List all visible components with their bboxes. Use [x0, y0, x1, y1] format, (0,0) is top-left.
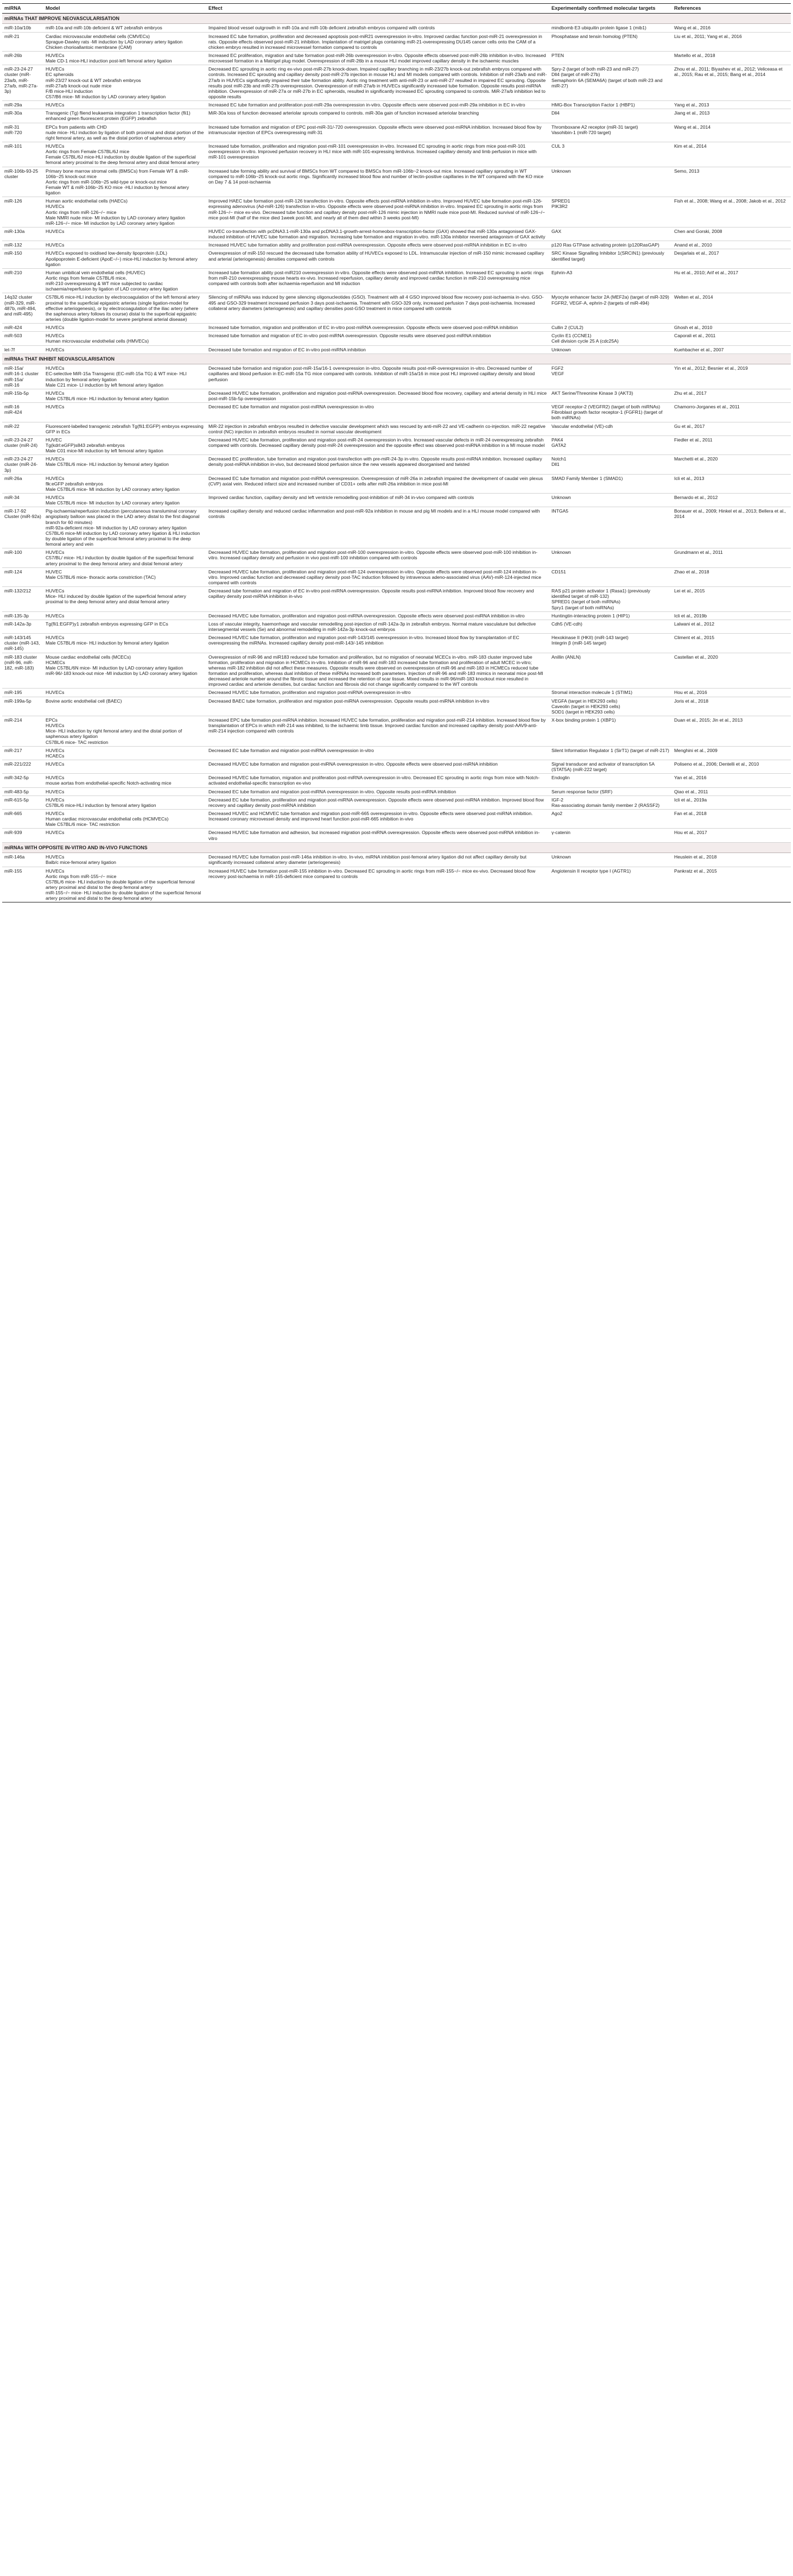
- table-row: [2, 587, 791, 612]
- cell-model: HUVECs: [43, 760, 206, 773]
- cell-effect: Decreased EC tube formation, proliferation and migration post-miRNA overexpression. Opposite effects were observed post-miRNA inhibition. Improved blood flow recovery and capillary density post-miRNA inhibition: [206, 795, 549, 809]
- cell-targets: SRC Kinase Signalling Inhibitor 1(SRCIN1) (previously identified target): [549, 249, 672, 268]
- cell-targets: VEGFA (target in HEK293 cells) Caveolin (target in HEK293 cells) SOD1 (target in HEK293 cells): [549, 697, 672, 716]
- cell-targets: Cdh5 (VE-cdh): [549, 620, 672, 633]
- cell-references: Desjarlais et al., 2017: [672, 249, 791, 268]
- cell-model: HUVECs Balb/c mice-femoral artery ligation: [43, 853, 206, 867]
- cell-targets: p120 Ras GTPase activating protein (p120RasGAP): [549, 241, 672, 249]
- cell-effect: Decreased tube formation and migration of EC in-vitro post-miRNA overexpression. Opposite results post-miRNA inhibition. Improved blood flow recovery and capillary density post-miRNA inhibition in-vivo: [206, 587, 549, 612]
- cell-references: Bernardo et al., 2012: [672, 494, 791, 507]
- cell-model: EPCs from patients with CHD nude mice- HLI induction by ligation of both proximal and distal portion of the right femoral artery, as well as the distal portion of saphenous artery: [43, 123, 206, 142]
- cell-model: HUVECs: [43, 324, 206, 332]
- cell-mirna: miR-503: [2, 332, 43, 345]
- cell-effect: Decreased EC proliferation, tube formation and migration post-transfection with pre-miR-24-3p in-vitro. Opposite results post-miRNA inhibition. Increased capillary density post-miRNA inhibition in-vivo, but decreased blood perfusion since the new vessels appeared disorganised and twisted: [206, 455, 549, 474]
- cell-model: HUVECs: [43, 345, 206, 353]
- cell-references: Qiao et al., 2011: [672, 787, 791, 795]
- column-header-model: Model: [43, 4, 206, 14]
- cell-references: Yang et al., 2013: [672, 101, 791, 109]
- cell-effect: Decreased EC tube formation and migration post-miRNA overexpression in-vitro. Opposite results post-miRNA inhibition: [206, 787, 549, 795]
- cell-model: HUVECs Male C57BL/6 mice- HLI induction by femoral artery ligation: [43, 634, 206, 653]
- cell-mirna: miR-21: [2, 32, 43, 51]
- cell-mirna: miR-150: [2, 249, 43, 268]
- cell-model: HUVECs Human microvascular endothelial cells (HMVECs): [43, 332, 206, 345]
- cell-model: HUVECs exposed to oxidised low-density lipoprotein (LDL) Apolipoprotein E-deficient (ApoE−/−) mice-HLI induction by femoral artery ligation: [43, 249, 206, 268]
- table-row: [2, 760, 791, 773]
- cell-mirna: miR-23-24-27 cluster (miR-24): [2, 435, 43, 454]
- cell-model: HUVECs C57/BL/ mice- HLI induction by double ligation of the superficial femoral artery proximal to the deep femoral artery and distal femoral artery: [43, 548, 206, 567]
- cell-effect: Impaired blood vessel outgrowth in miR-10a and miR-10b deficient zebrafish embryos compared with controls: [206, 24, 549, 32]
- cell-model: miR-10a and miR-10b deficient & WT zebrafish embryos: [43, 24, 206, 32]
- cell-model: Bovine aortic endothelial cell (BAEC): [43, 697, 206, 716]
- cell-targets: INTGA5: [549, 507, 672, 548]
- cell-targets: Spry-2 (target of both miR-23 and miR-27) Dll4 (target of miR-27b) Semaphorin 6A (SEMA6A) (target of both miR-23 and miR-27): [549, 65, 672, 101]
- cell-mirna: miR-23-24-27 cluster (miR-24-3p): [2, 455, 43, 474]
- cell-targets: Ago2: [549, 809, 672, 828]
- cell-model: HUVECs Male C57BL/6 mice- HLI induction by femoral artery ligation: [43, 455, 206, 474]
- table-row: [2, 746, 791, 760]
- cell-references: Wang et al., 2014: [672, 123, 791, 142]
- cell-effect: Decreased HUVEC tube formation, proliferation and migration post-miR-143/145 overexpression in-vitro. Increased blood flow by transplantation of EC overexpressing the miRNAs. Increased capillary density post-miR-143/-145 inhibition: [206, 634, 549, 653]
- cell-effect: Decreased HUVEC tube formation and migration post-miRNA overexpression in-vitro. Opposite effects were observed post-miRNA inhibition: [206, 760, 549, 773]
- cell-targets: HMG-Box Transcription Factor 1 (HBP1): [549, 101, 672, 109]
- column-header-references: References: [672, 4, 791, 14]
- cell-mirna: miR-210: [2, 268, 43, 293]
- cell-references: Chen and Gorski, 2008: [672, 227, 791, 241]
- table-row: [2, 109, 791, 123]
- cell-references: Fan et al., 2018: [672, 809, 791, 828]
- table-row: [2, 716, 791, 746]
- cell-effect: Improved HAEC tube formation post-miR-126 transfection in-vitro. Opposite effects post-miRNA inhibition in-vitro. Improved HUVEC tube formation post-miR-126-expressing adenovirus (Ad-miR-126) transfection in-vitro. Opposite effects were observed post-miRNA inhibition in-vitro. Impaired EC sprouting in aortic rings from miR-126−/− mice ex-vivo. Decreased tube function and capillary density post-miR-126 mimic injection in NMRI nude mice post-MI. Reduced survival of miR-126−/− mice post-MI (half of the mice died 1week post-MI, and nearly all of them died within 3 weeks post-MI): [206, 197, 549, 228]
- table-row: [2, 345, 791, 353]
- cell-references: Marchetti et al., 2020: [672, 455, 791, 474]
- cell-references: Joris et al., 2018: [672, 697, 791, 716]
- cell-mirna: miR-615-5p: [2, 795, 43, 809]
- cell-targets: Signal transducer and activator of transcription 5A (STAT5A) (miR-222 target): [549, 760, 672, 773]
- table-row: [2, 787, 791, 795]
- column-header-mirna: miRNA: [2, 4, 43, 14]
- cell-mirna: let-7f: [2, 345, 43, 353]
- cell-references: Zhou et al., 2011; Biyashev et al., 2012; Veliceasa et al., 2015; Rau et al., 2015; Bang et al., 2014: [672, 65, 791, 101]
- cell-mirna: miR-342-5p: [2, 774, 43, 787]
- cell-references: Duan et al., 2015; Jin et al., 2013: [672, 716, 791, 746]
- cell-effect: Increased EPC tube formation post-miRNA inhibition. Increased HUVEC tube formation, proliferation and migration post-miR-214 inhibition. Increased blood flow by transplantation of EPCs in which miR-214 was inhibited, to the ischaemic limb tissue. Improved cardiac function and increased capillary density post-AAV9-anti-miR-214 injection compared with controls: [206, 716, 549, 746]
- cell-targets: Stromal interaction molecule 1 (STIM1): [549, 689, 672, 697]
- cell-references: Icli et al., 2019b: [672, 611, 791, 620]
- cell-references: Yin et al., 2012; Besnier et al., 2019: [672, 364, 791, 389]
- cell-mirna: miR-135-3p: [2, 611, 43, 620]
- cell-model: HUVECs EC-selective MiR-15a Transgenic (EC-miR-15a TG) & WT mice- HLI induction by femoral artery ligation Male C21 mice- LI induction by left femoral artery ligation: [43, 364, 206, 389]
- cell-model: Mouse cardiac endothelial cells (MCECs) HCMECs Male C57BL/6N mice- MI induction by LAD coronary artery ligation miR-96/-183 knock-out mice -MI induction by LAD coronary artery ligation: [43, 653, 206, 689]
- cell-model: HUVECs: [43, 241, 206, 249]
- cell-effect: Decreased HUVEC tube formation, proliferation and migration post-miRNA overexpression. Opposite effects were observed post-miRNA inhibition in-vitro: [206, 611, 549, 620]
- cell-mirna: miR-30a: [2, 109, 43, 123]
- cell-mirna: miR-221/222: [2, 760, 43, 773]
- mirna-table: [2, 3, 791, 902]
- cell-effect: HUVEC co-transfection with pcDNA3.1-miR-130a and pcDNA3.1-growth-arrest-homeobox-transcription-factor (GAX) showed that miR-130a antagonised GAX-induced inhibition of HUVEC tube formation and migration. Increasing tube formation and migration in-vitro. miR-130a inhibitor reversed antagonism of GAX activity: [206, 227, 549, 241]
- cell-targets: CD151: [549, 567, 672, 586]
- cell-references: Heuslein et al., 2018: [672, 853, 791, 867]
- cell-targets: Unknown: [549, 494, 672, 507]
- table-row: [2, 24, 791, 32]
- cell-model: HUVECs mouse aortas from endothelial-specific Notch-activating mice: [43, 774, 206, 787]
- cell-targets: AKT Serine/Threonine Kinase 3 (AKT3): [549, 389, 672, 402]
- cell-references: Fiedler et al., 2011: [672, 435, 791, 454]
- cell-effect: Silencing of miRNAs was induced by gene silencing oligonucleotides (GSO). Treatment with all 4 GSO improved blood flow recovery post-ischaemia in-vivo. GSO-495 and GSO-329 treatment increased perfusion 3 days post-ischaemia. Treatment with GSO-329 only, increased perfusion 7 days post-ischaemia. Increased collateral artery diameters (arteriogenesis) and capillary densities post-GSO treatment in mice compared with controls: [206, 293, 549, 324]
- cell-references: Ghosh et al., 2010: [672, 324, 791, 332]
- section-title: miRNAs WITH OPPOSITE IN-VITRO AND IN-VIVO FUNCTIONS: [2, 842, 791, 853]
- cell-targets: Unknown: [549, 345, 672, 353]
- cell-references: Hu et al., 2010; Arif et al., 2017: [672, 268, 791, 293]
- table-row: [2, 867, 791, 902]
- cell-model: Fluorescent-labelled transgenic zebrafish Tg(fli1:EGFP) embryos expressing GFP in ECs: [43, 422, 206, 435]
- table-row: [2, 455, 791, 474]
- cell-effect: Increased tube formation, proliferation and migration post-miR-101 overexpression in-vitro. Increased EC sprouting in aortic rings from mice post-miR-101 overexpression in-vitro. Improved perfusion recovery in HLI mice with miR-101-expressing lentivirus. Increased capillary density and limb perfusion in mice with miR-101 overexpression: [206, 142, 549, 167]
- cell-mirna: miR-665: [2, 809, 43, 828]
- cell-targets: PAK4 GATA2: [549, 435, 672, 454]
- cell-references: Hou et al., 2016: [672, 689, 791, 697]
- page: [0, 0, 793, 906]
- cell-targets: X-box binding protein 1 (XBP1): [549, 716, 672, 746]
- table-row: [2, 65, 791, 101]
- cell-mirna: miR-939: [2, 829, 43, 842]
- cell-references: Zhao et al., 2018: [672, 567, 791, 586]
- cell-effect: Increased capillary density and reduced cardiac inflammation and post-miR-92a inhibition in mouse and pig MI models and in a HLI mouse model compared with controls: [206, 507, 549, 548]
- table-row: [2, 548, 791, 567]
- cell-targets: SMAD Family Member 1 (SMAD1): [549, 474, 672, 493]
- cell-mirna: miR-124: [2, 567, 43, 586]
- cell-effect: Decreased tube formation and migration post-miR-15a/16-1 overexpression in-vitro. Opposite results post-miR-overexpression in-vitro. Decreased number of capillaries and blood perfusion in EC-miR-15a TG mice compared with controls. Inhibition of miR-15a/16 in mice post HLI improved capillary density and blood perfusion: [206, 364, 549, 389]
- cell-effect: Decreased EC tube formation and migration post-miRNA overexpression in-vitro: [206, 746, 549, 760]
- cell-mirna: miR-195: [2, 689, 43, 697]
- cell-model: HUVECs Male CD-1 mice-HLI induction post-left femoral artery ligation: [43, 52, 206, 65]
- cell-targets: RAS p21 protein activator 1 (Rasa1) (previously identified target of miR-132) SPRED1 (target of both miRNAs) Spry1 (target of both miRNAs): [549, 587, 672, 612]
- cell-effect: Increased EC tube formation and proliferation post-miR-29a overexpression in-vitro. Opposite effects were observed post-miR-29a inhibition in EC in-vitro: [206, 101, 549, 109]
- cell-targets: Myocyte enhancer factor 2A (MEF2a) (target of miR-329) FGFR2, VEGF-A, ephrin-2 (targets of miR-494): [549, 293, 672, 324]
- table-row: [2, 101, 791, 109]
- cell-model: HUVECs Mice- HLI induced by double ligation of the superficial femoral artery proximal to the deep femoral artery and distal femoral artery: [43, 587, 206, 612]
- cell-references: Gu et al., 2017: [672, 422, 791, 435]
- table-row: [2, 634, 791, 653]
- cell-references: Pankratz et al., 2015: [672, 867, 791, 902]
- table-row: [2, 403, 791, 422]
- cell-references: Grundmann et al., 2011: [672, 548, 791, 567]
- cell-effect: Increased tube formation and migration of EPC post-miR-31/-720 overexpression. Opposite effects were observed post-miRNA inhibition. Increased blood flow by intramuscular injection of EPCs overexpressing miR-31: [206, 123, 549, 142]
- table-row: [2, 324, 791, 332]
- table-row: [2, 123, 791, 142]
- cell-model: C57BL/6 mice-HLI induction by electrocoagulation of the left femoral artery proximal to the superficial epigastric arteries (single ligation-model for effective arteriogenesis), or by electrocoagulation of the iliac artery (where the saphenous artery follows its course) distal to the superficial epigastric arteries (double ligation-model for severe peripheral arterial disease): [43, 293, 206, 324]
- cell-references: Yan et al., 2016: [672, 774, 791, 787]
- cell-references: Bonauer et al., 2009; Hinkel et al., 2013; Bellera et al., 2014: [672, 507, 791, 548]
- cell-targets: Cyclin E1 (CCNE1) Cell division cycle 25 A (cdc25A): [549, 332, 672, 345]
- cell-effect: Decreased HUVEC tube formation and adhesion, but increased migration post-miRNA overexpression. Opposite effects were observed post-miRNA inhibition in-vitro: [206, 829, 549, 842]
- cell-mirna: miR-26b: [2, 52, 43, 65]
- table-row: [2, 197, 791, 228]
- cell-references: Jiang et al., 2013: [672, 109, 791, 123]
- table-row: [2, 32, 791, 51]
- cell-model: HUVECs: [43, 227, 206, 241]
- cell-mirna: miR-15b-5p: [2, 389, 43, 402]
- cell-mirna: miR-132/212: [2, 587, 43, 612]
- cell-targets: Hexokinase II (HKII) (miR-143 target) Integrin β (miR-145 target): [549, 634, 672, 653]
- cell-effect: Decreased EC tube formation and migration post-miRNA overexpression. Overexpression of miR-26a in zebrafish impaired the development of caudal vein plexus (CVP) axial vein. Reduced infarct size and increased number of CD31+ cells after miR-26a inhibition in mice post-MI: [206, 474, 549, 493]
- cell-references: Martello et al., 2018: [672, 52, 791, 65]
- cell-model: Pig-ischaemia/reperfusion induction (percutaneous transluminal coronary angioplasty balloon was placed in the LAD artery distal to the first diagonal branch for 60 minutes) miR-92a-deficient mice- MI induction by LAD coronary artery ligation C57BL/6 mice-MI induction by LAD coronary artery ligation & HLI induction by double ligation of the superficial femoral artery proximal to the deep femoral artery and vein: [43, 507, 206, 548]
- table-row: [2, 249, 791, 268]
- cell-effect: Decreased HUVEC tube formation, proliferation and migration post-miR-24 overexpression in-vitro. Increased vascular defects in miR-24 overexpressing zebrafish compared with controls. Decreased capillary density post-miR-24 overexpression and the opposite effect was observed post-miRNA inhibition in a MI mouse model: [206, 435, 549, 454]
- cell-effect: Decreased HUVEC tube formation, proliferation and migration post-miRNA overexpression. Decreased blood flow recovery, capillary and arterial density in HLI mice post-miR-15b-5p overexpression: [206, 389, 549, 402]
- table-row: [2, 494, 791, 507]
- cell-targets: Silent Information Regulator 1 (SirT1) (target of miR-217): [549, 746, 672, 760]
- cell-model: HUVECs: [43, 611, 206, 620]
- cell-targets: Thromboxane A2 receptor (miR-31 target) Vasohibin-1 (miR-720 target): [549, 123, 672, 142]
- table-row: [2, 167, 791, 197]
- cell-model: HUVECs flk:eGFP zebrafish embryos Male C57BL/6 mice- MI induction by LAD coronary artery ligation: [43, 474, 206, 493]
- section-header-row: [2, 842, 791, 853]
- cell-mirna: miR-183 cluster (miR-96, miR-182, miR-183): [2, 653, 43, 689]
- cell-model: HUVECs: [43, 829, 206, 842]
- cell-mirna: miR-23-24-27 cluster (miR-23a/b, miR-27a/b, miR-27a-3p): [2, 65, 43, 101]
- table-row: [2, 422, 791, 435]
- cell-effect: Decreased tube formation and migration of EC in-vitro post-miRNA inhibition: [206, 345, 549, 353]
- cell-references: Fish et al., 2008; Wang et al., 2008; Jakob et al., 2012: [672, 197, 791, 228]
- cell-mirna: miR-101: [2, 142, 43, 167]
- cell-references: Lalwani et al., 2012: [672, 620, 791, 633]
- cell-targets: Anillin (ANLN): [549, 653, 672, 689]
- cell-model: HUVECs Aortic rings from miR-155−/− mice C57BL/6 mice- HLI induction by double ligation of the superficial femoral artery proximal and distal to the deep femoral artery miR-155−/− mice- HLI induction by double ligation of the superficial femoral artery proximal and distal to the deep femoral artery: [43, 867, 206, 902]
- table-row: [2, 795, 791, 809]
- cell-references: Kim et al., 2014: [672, 142, 791, 167]
- cell-model: HUVECs: [43, 787, 206, 795]
- cell-mirna: miR-146a: [2, 853, 43, 867]
- cell-references: Welten et al., 2014: [672, 293, 791, 324]
- table-row: [2, 389, 791, 402]
- cell-effect: Overexpression of miR-96 and miR183 reduced tube formation and proliferation, but no migration of neonatal MCECs in-vitro. miR-183 cluster improved tube formation, proliferation and migration in HCMECs in-vitro. Inhibition of miR-96 and miR-183 increased tube formation and proliferation of adult MCEC in-vitro; whereas miR-182 inhibition did not affect these measures. Opposite results were observed on overexpression of miR-96 and miR-183 in HCMECs reduced tube formation and proliferation, whereas dual inhibition of these miRNAs increased both parameters. Injection of miR-96 and miR-183 mimics in neonatal mice post-MI decreased arteriole number around the fibrotic tissue and increased the retention of scar tissue. Mixed results in miR-96/miR-183 knockout mice resulted in improved cardiac and arteriole densities, but cardiac function and fibrosis did not change significantly compared to the WT controls: [206, 653, 549, 689]
- cell-targets: Notch1 Dll1: [549, 455, 672, 474]
- cell-mirna: miR-155: [2, 867, 43, 902]
- cell-targets: CUL 3: [549, 142, 672, 167]
- cell-mirna: miR-10a/10b: [2, 24, 43, 32]
- cell-model: HUVEC Male C57BL/6 mice- thoracic aorta constriction (TAC): [43, 567, 206, 586]
- cell-targets: mindbomb E3 ubiquitin protein ligase 1 (mib1): [549, 24, 672, 32]
- cell-mirna: miR-26a: [2, 474, 43, 493]
- table-row: [2, 52, 791, 65]
- table-row: [2, 689, 791, 697]
- table-row: [2, 809, 791, 828]
- table-row: [2, 507, 791, 548]
- cell-references: Climent et al., 2015: [672, 634, 791, 653]
- cell-targets: Phosphatase and tensin homolog (PTEN): [549, 32, 672, 51]
- cell-mirna: miR-130a: [2, 227, 43, 241]
- cell-mirna: 14q32 cluster (miR-329, miR-487b, miR-494, and miR-495): [2, 293, 43, 324]
- cell-effect: Increased HUVEC tube formation post-miR-155 inhibition in-vitro. Decreased EC sprouting in aortic rings from miR-155−/− mice ex-vivo. Decreased blood flow recovery post-ischaemia in miR-155-deficient mice compared to controls: [206, 867, 549, 902]
- cell-mirna: miR-15a/ miR-16-1 cluster miR-15a/ miR-16: [2, 364, 43, 389]
- cell-effect: MiR-22 injection in zebrafish embryos resulted in defective vascular development which was rescued by anti-miR-22 and VE-cadherin co-injection. miR-22 negative control (NC) injection in zebrafish embryos resulted in normal vascular development: [206, 422, 549, 435]
- cell-model: HUVECs: [43, 101, 206, 109]
- cell-mirna: miR-106b-93-25 cluster: [2, 167, 43, 197]
- table-row: [2, 435, 791, 454]
- cell-effect: Decreased EC sprouting in aortic ring ex-vivo post-miR-27b knock-down. Impaired capillary branching in miR-23/27b knock-out zebrafish embryos compared with controls. Increased EC sprouting and capillary density post-miR-27b injection in mouse HLI and MI models compared with controls. Inhibition of miR-23a/b and miR-27a/b in HUVECs significantly impaired their tube formation ability. Aortic ring treatment with anti-miR-23 or anti-miR-27 resulted in impaired EC sprouting. Opposite results post miR-23b and miR-27b overexpression. Overexpression of miR-27a/b in HUVECs significantly increased tube formation. Opposite results post-miRNA inhibition. Overexpression of miR-27a or miR-27b in EC spheroids, resulted in significantly increased EC sprouting compared to controls. MiR-27a/b inhibition led to opposite results: [206, 65, 549, 101]
- cell-effect: Increased EC tube formation, proliferation and decreased apoptosis post-miR21 overexpression in-vitro. Improved cardiac function post-miR-21 overexpression in rats. Opposite effects observed post-miR-21 inhibition. Implantation of matrigel plugs containing miR-21-overexpressing DU145 cancer cells onto the CAM of a chicken embryo resulted in increased microvessel formation compared to controls: [206, 32, 549, 51]
- section-title: miRNAs THAT INHIBIT NEOVASCULARISATION: [2, 353, 791, 364]
- cell-effect: Increased tube formation and migration of EC in-vitro post-miRNA overexpression. Opposite results were observed post-miRNA inhibition: [206, 332, 549, 345]
- cell-references: Icli et al., 2013: [672, 474, 791, 493]
- cell-effect: Increased HUVEC tube formation ability and proliferation post-miRNA overexpression. Opposite effects were observed post-miRNA inhibition in EC in-vitro: [206, 241, 549, 249]
- table-row: [2, 142, 791, 167]
- cell-model: HUVECs: [43, 403, 206, 422]
- cell-targets: VEGF receptor-2 (VEGFR2) (target of both miRNAs) Fibroblast growth factor receptor-1 (FGFR1) (target of both miRNAs): [549, 403, 672, 422]
- cell-targets: Unknown: [549, 548, 672, 567]
- table-row: [2, 829, 791, 842]
- cell-effect: Increased tube forming ability and survival of BMSCs from WT compared to BMSCs from miR-106b~2 knock-out mice. Increased capillary sprouting in WT compared to miR-106b~25 knock-out aortic rings. Significantly increased blood flow and number of lectin-positive capillaries in the WT compared with the KO mice on Day 7 & 14 post-ischaemia: [206, 167, 549, 197]
- table-row: [2, 620, 791, 633]
- cell-model: Human aortic endothelial cells (HAECs) HUVECs Aortic rings from miR-126−/− mice Male NMRI nude mice- MI induction by LAD coronary artery ligation miR-126−/− mice- MI induction by LAD coronary artery ligation: [43, 197, 206, 228]
- cell-mirna: miR-132: [2, 241, 43, 249]
- cell-targets: Endoglin: [549, 774, 672, 787]
- cell-mirna: miR-31 miR-720: [2, 123, 43, 142]
- cell-mirna: miR-126: [2, 197, 43, 228]
- cell-mirna: miR-142a-3p: [2, 620, 43, 633]
- cell-effect: Decreased HUVEC tube formation, proliferation and migration post-miR-124 overexpression in-vitro. Opposite effects were observed post-miR-124 inhibition in-vitro. Improved cardiac function and decreased capillary density post-TAC induction followed by intravenous adeno-associated virus (AAV)-miR-124-injected mice compared with controls: [206, 567, 549, 586]
- cell-references: Liu et al., 2011; Yang et al., 2016: [672, 32, 791, 51]
- table-row: [2, 653, 791, 689]
- cell-effect: Decreased HUVEC tube formation post-miR-146a inhibition in-vitro. In-vivo, miRNA inhibition post-femoral artery ligation did not affect capillary density but significantly increased collateral artery diameter (arteriogenesis): [206, 853, 549, 867]
- section-title: miRNAs THAT IMPROVE NEOVASCULARISATION: [2, 13, 791, 24]
- table-row: [2, 774, 791, 787]
- cell-targets: Ephrin-A3: [549, 268, 672, 293]
- cell-mirna: miR-22: [2, 422, 43, 435]
- cell-references: Semo, 2013: [672, 167, 791, 197]
- cell-effect: Increased EC proliferation, migration and tube formation post-miR-26b overexpression in-vitro. Opposite effects observed post-miR-26b inhibition in-vitro. Increased microvessel formation in a Matrigel plug model. Overexpression of miR-26b in a mouse HLI model improved capillary density in the ischaemic muscles: [206, 52, 549, 65]
- cell-references: Lei et al., 2015: [672, 587, 791, 612]
- table-row: [2, 364, 791, 389]
- cell-model: Transgenic (Tg) fliend leukaemia integration 1 transcription factor (fli1) enhanced green fluorescent protein (EGFP) zebrafish: [43, 109, 206, 123]
- table-body: [2, 13, 791, 902]
- cell-references: Anand et al., 2010: [672, 241, 791, 249]
- cell-references: Icli et al., 2019a: [672, 795, 791, 809]
- column-header-targets: Experimentally confirmed molecular targets: [549, 4, 672, 14]
- cell-mirna: miR-34: [2, 494, 43, 507]
- cell-model: HUVECs EC spheroids miR-23/27 knock-out & WT zebrafish embryos miR-27a/b knock-out nude mice F/B mice-HLI induction C57/B6 mice- MI induction by LAD coronary artery ligation: [43, 65, 206, 101]
- table-row: [2, 332, 791, 345]
- cell-effect: Improved cardiac function, capillary density and left ventricle remodelling post-inhibition of miR-34 in-vivo compared with controls: [206, 494, 549, 507]
- cell-mirna: miR-29a: [2, 101, 43, 109]
- cell-references: Caporali et al., 2011: [672, 332, 791, 345]
- table-row: [2, 241, 791, 249]
- cell-model: HUVECs HCAECs: [43, 746, 206, 760]
- cell-effect: Decreased HUVEC and HCMVEC tube formation and migration post-miR-665 overexpression in-vitro. Opposite effects were observed post-miRNA inhibition. Increased coronary microvessel density and improved heart function post-miR-665 inhibition in-vivo: [206, 809, 549, 828]
- cell-model: HUVECs Human cardiac microvascular endothelial cells (HCMVECs) Male C57BL/6 mice- TAC restriction: [43, 809, 206, 828]
- cell-effect: Decreased HUVEC tube formation, proliferation and migration post-miRNA overexpression in-vitro: [206, 689, 549, 697]
- cell-targets: GAX: [549, 227, 672, 241]
- cell-targets: PTEN: [549, 52, 672, 65]
- cell-model: HUVECs: [43, 689, 206, 697]
- cell-mirna: miR-17-92 Cluster (miR-92a): [2, 507, 43, 548]
- cell-effect: Decreased BAEC tube formation, proliferation and migration post-miRNA overexpression. Opposite results post-miRNA inhibition in-vitro: [206, 697, 549, 716]
- table-row: [2, 567, 791, 586]
- cell-references: Chamorro-Jorganes et al., 2011: [672, 403, 791, 422]
- cell-model: Human umbilical vein endothelial cells (HUVEC) Aortic rings from female C57BL/6 mice, miR-210 overexpressing & WT mice subjected to cardiac ischaemia/reperfusion by ligation of LAD coronary artery ligation: [43, 268, 206, 293]
- cell-mirna: miR-143/145 cluster (miR-143, miR-145): [2, 634, 43, 653]
- cell-references: Menghini et al., 2009: [672, 746, 791, 760]
- cell-targets: Huntingtin-interacting protein 1 (HIP1): [549, 611, 672, 620]
- cell-mirna: miR-483-5p: [2, 787, 43, 795]
- cell-model: HUVECs Male C57BL/6 mice- HLI induction by femoral artery ligation: [43, 389, 206, 402]
- cell-model: HUVEC Tg(kdrl:eGFP)s843 zebrafish embryos Male C01 mice-MI induction by left femoral artery ligation: [43, 435, 206, 454]
- cell-model: Primary bone marrow stromal cells (BMSCs) from Female WT & miR-106b~25 knock-out mice Aortic rings from miR-106b~25 wild-type or knock-out mice Female WT & miR-106b~25 KO mice -HLI induction by femoral artery ligation: [43, 167, 206, 197]
- cell-targets: Cullin 2 (CUL2): [549, 324, 672, 332]
- table-row: [2, 227, 791, 241]
- cell-targets: SPRED1 PIK3R2: [549, 197, 672, 228]
- table-row: [2, 853, 791, 867]
- cell-model: Tg(fli1:EGFP)y1 zebrafish embryos expressing GFP in ECs: [43, 620, 206, 633]
- table-row: [2, 268, 791, 293]
- cell-effect: Decreased HUVEC tube formation, migration and proliferation post-miRNA overexpression in-vitro. Decreased EC sprouting in aortic rings from mice with Notch-activated endothelial-specific transcription ex-vivo: [206, 774, 549, 787]
- cell-effect: MiR-30a loss of function decreased arteriolar sprouts compared to controls. miR-30a gain of function increased arteriolar branching: [206, 109, 549, 123]
- cell-references: Zhu et al., 2017: [672, 389, 791, 402]
- table-row: [2, 611, 791, 620]
- cell-targets: γ-catenin: [549, 829, 672, 842]
- cell-effect: Decreased EC tube formation and migration post-miRNA overexpression in-vitro: [206, 403, 549, 422]
- cell-references: Wang et al., 2016: [672, 24, 791, 32]
- cell-effect: Increased tube formation, migration and proliferation of EC in-vitro post-miRNA overexpression. Opposite effects were observed post-miRNA inhibition: [206, 324, 549, 332]
- section-header-row: [2, 13, 791, 24]
- cell-references: Hou et al., 2017: [672, 829, 791, 842]
- cell-targets: Unknown: [549, 853, 672, 867]
- cell-model: EPCs HUVECs Mice- HLI induction by right femoral artery and the distal portion of saphenous artery ligation C57BL/6 mice- TAC restriction: [43, 716, 206, 746]
- cell-model: HUVECs C57BL/6 mice-HLI induction by femoral artery ligation: [43, 795, 206, 809]
- section-header-row: [2, 353, 791, 364]
- cell-targets: Serum response factor (SRF): [549, 787, 672, 795]
- cell-mirna: miR-214: [2, 716, 43, 746]
- table-header: [2, 4, 791, 14]
- table-row: [2, 697, 791, 716]
- cell-mirna: miR-100: [2, 548, 43, 567]
- cell-references: Castellan et al., 2020: [672, 653, 791, 689]
- cell-mirna: miR-217: [2, 746, 43, 760]
- cell-targets: Vascular endothelial (VE)-cdh: [549, 422, 672, 435]
- cell-effect: Overexpression of miR-150 rescued the decreased tube formation ability of HUVECs exposed to LDL. Intramuscular injection of miR-150 mimic increased capillary and arterial (arteriogenesis) densities compared with controls: [206, 249, 549, 268]
- cell-effect: Increased tube formation ability post-miR210 overexpression in-vitro. Opposite effects were observed post-miRNA inhibition. Increased EC sprouting in aortic rings from miR-210 overexpressing mouse hearts ex-vivo. Increased reperfusion, capillary density and improved cardiac function in miR-210 overexpressing mice compared with controls both after ischaemia-reperfusion and MI induction: [206, 268, 549, 293]
- cell-mirna: miR-199a-5p: [2, 697, 43, 716]
- cell-targets: FGF2 VEGF: [549, 364, 672, 389]
- cell-effect: Decreased HUVEC tube formation, proliferation and migration post-miR-100 overexpression in-vitro. Opposite effects were observed post-miR-100 inhibition in-vitro. Increased capillary density and perfusion in vivo post-miR-100 inhibition compared with controls: [206, 548, 549, 567]
- cell-model: HUVECs Aortic rings from Female C57BL/6J mice Female C57BL/6J mice-HLI induction by double ligation of the superficial femoral artery proximal to the deep femoral artery and distal femoral artery: [43, 142, 206, 167]
- cell-targets: IGF-2 Ras-associating domain family member 2 (RASSF2): [549, 795, 672, 809]
- cell-references: Poliseno et al., 2006; Dentelli et al., 2010: [672, 760, 791, 773]
- cell-targets: Unknown: [549, 167, 672, 197]
- table-row: [2, 293, 791, 324]
- cell-model: Cardiac microvascular endothelial cells (CMVECs) Sprague-Dawley rats -MI induction by LAD coronary artery ligation Chicken chorioallantoic membrane (CAM): [43, 32, 206, 51]
- cell-model: HUVECs Male C57BL/6 mice- MI induction by LAD coronary artery ligation: [43, 494, 206, 507]
- cell-effect: Loss of vascular integrity, haemorrhage and vascular remodelling post-injection of miR-142a-3p in zebrafish embryos. Normal mature vasculature but defective intersegmental vessels (Se) and abnormal remodelling in miR-142a-3p knock-out embryos: [206, 620, 549, 633]
- column-header-effect: Effect: [206, 4, 549, 14]
- cell-mirna: miR-424: [2, 324, 43, 332]
- cell-mirna: miR-16 miR-424: [2, 403, 43, 422]
- cell-targets: Angiotensin II receptor type I (AGTR1): [549, 867, 672, 902]
- cell-targets: Dll4: [549, 109, 672, 123]
- table-row: [2, 474, 791, 493]
- cell-references: Kuehbacher et al., 2007: [672, 345, 791, 353]
